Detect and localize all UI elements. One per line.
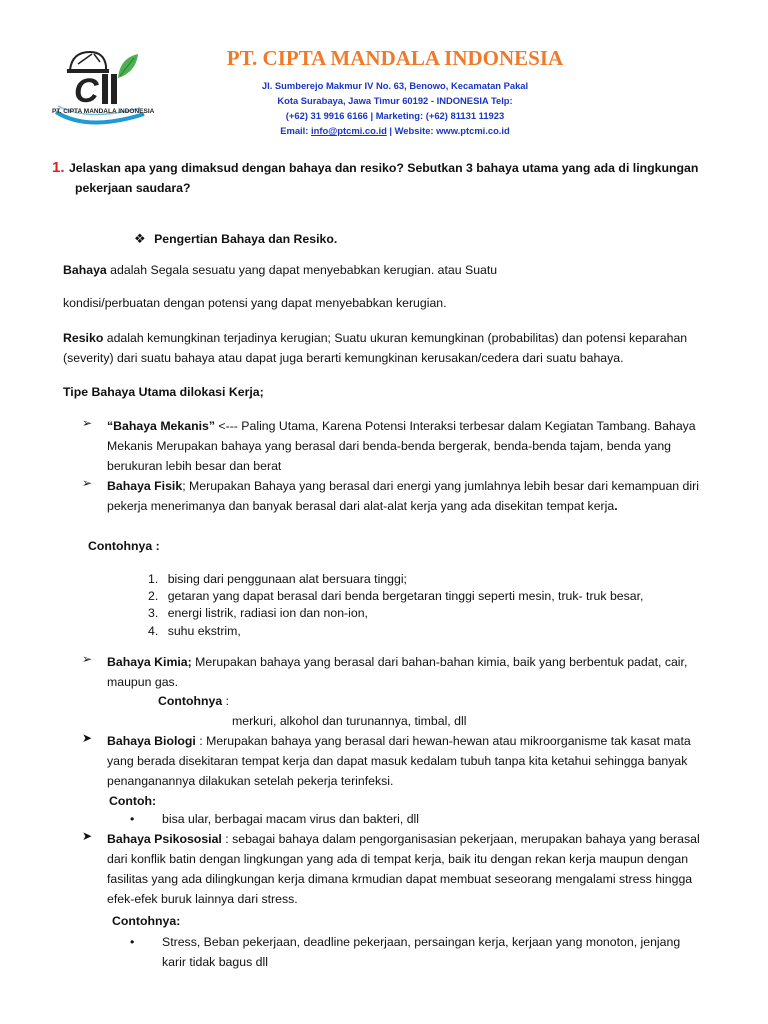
psikososial-text-3: fasilitas yang ada dilingkungan kerja dimana krmudian dapat membuat seseorang mengalami stress hingga xyxy=(107,872,693,886)
fisik-text-1: ; Merupakan Bahaya yang berasal dari energi yang jumlahnya lebih besar dari kemampuan diri xyxy=(182,479,699,493)
company-logo xyxy=(48,40,166,132)
psikososial-example-2: karir tidak bagus dll xyxy=(162,955,268,969)
address-line-3: (+62) 31 9916 6166 | Marketing: (+62) 81131 11923 xyxy=(285,110,505,121)
question-number: 1. xyxy=(52,159,65,176)
biologi-text-3: penanganannya dilakukan setelah pekerja terinfeksi. xyxy=(107,774,394,788)
fisik-line-2 xyxy=(107,496,618,516)
fisik-term: Bahaya Fisik xyxy=(107,479,183,493)
disc-bullet-icon: • xyxy=(130,935,135,949)
example-text: suhu ekstrim, xyxy=(167,624,241,638)
resiko-text-1: adalah kemungkinan terjadinya kerugian; Suatu ukuran kemungkinan (probabilitas) dan potensi keparahan xyxy=(106,331,688,345)
example-text: getaran yang dapat berasal dari benda bergetaran tinggi seperti mesin, truk- truk besar, xyxy=(167,589,644,603)
kimia-text-1: Merupakan bahaya yang berasal dari bahan-bahan kimia, baik yang berbentuk padat, cair, xyxy=(191,655,688,669)
website-text: | Website: www.ptcmi.co.id xyxy=(386,125,510,136)
arrow-bullet-icon: ➢ xyxy=(82,652,93,666)
kimia-example: merkuri, alkohol dan turunannya, timbal, dll xyxy=(232,714,467,728)
company-name: PT. CIPTA MANDALA INDONESIA xyxy=(226,46,564,70)
psikososial-example-1: Stress, Beban pekerjaan, deadline pekerjaan, persaingan kerja, kerjaan yang monoton, jenjang xyxy=(162,935,681,949)
biologi-text-2: yang berada disekitaran tempat kerja dan dapat masuk kedalam tubuh tanpa kita ketahui sehingga banyak xyxy=(107,754,688,768)
question-text-1: Jelaskan apa yang dimaksud dengan bahaya dan resiko? Sebutkan 3 bahaya utama yang ada di lingkungan xyxy=(68,161,699,175)
biologi-term: Bahaya Biologi xyxy=(107,734,196,748)
psikososial-text-4: efek-efek buruk lainnya dari stress. xyxy=(107,892,298,906)
psikososial-text-2: dari konflik batin dengan lingkungan yang ada di tempat kerja, baik itu dengan rekan kerja maupun dengan xyxy=(107,852,689,866)
bahaya-text-1: adalah Segala sesuatu yang dapat menyebabkan kerugian. atau Suatu xyxy=(110,263,498,277)
arrow-bullet-icon: ➢ xyxy=(82,476,93,490)
psikososial-line-1 xyxy=(107,829,700,849)
example-text: energi listrik, radiasi ion dan non-ion, xyxy=(167,606,368,620)
kimia-example-label xyxy=(158,691,229,711)
fisik-example-4 xyxy=(148,621,241,641)
diamond-bullet-icon: ❖ xyxy=(134,231,146,246)
example-number: 4. xyxy=(148,624,159,638)
address-line-1: Jl. Sumberejo Makmur IV No. 63, Benowo, Kecamatan Pakal xyxy=(261,80,529,91)
kimia-colon: : xyxy=(222,694,230,708)
disc-bullet-icon: • xyxy=(130,812,135,826)
biologi-example: bisa ular, berbagai macam virus dan bakteri, dll xyxy=(162,812,419,826)
example-number: 2. xyxy=(148,589,159,603)
kimia-term: Bahaya Kimia; xyxy=(107,655,192,669)
svg-text:C: C xyxy=(74,72,99,110)
mekanis-text-1: <--- Paling Utama, Karena Potensi Interaksi terbesar dalam Kegiatan Tambang. Bahaya xyxy=(218,419,696,433)
arrow-bullet-icon: ➤ xyxy=(82,829,93,843)
example-number: 1. xyxy=(148,572,159,586)
logo-caption: PT. CIPTA MANDALA INDONESIA xyxy=(52,108,155,115)
fisik-text-2: pekerja menerimanya dan banyak berasal dari alat-alat kerja yang ada disekitan tempat kerja xyxy=(107,499,615,513)
example-number: 3. xyxy=(148,606,159,620)
fisik-line-1 xyxy=(107,476,699,496)
arrow-bullet-icon: ➤ xyxy=(82,731,93,745)
resiko-definition-1 xyxy=(63,328,687,348)
psikososial-text-1: : sebagai bahaya dalam pengorganisasian pekerjaan, merupakan bahaya yang berasal xyxy=(221,832,700,846)
mekanis-text-3: berukuran lebih besar dan berat xyxy=(107,459,282,473)
resiko-term: Resiko xyxy=(63,331,104,345)
kimia-text-2: maupun gas. xyxy=(107,675,179,689)
mekanis-text-2: Mekanis Merupakan bahaya yang berasal dari benda-benda bergerak, benda-benda tajam, benda yang xyxy=(107,439,671,453)
kimia-contohnya: Contohnya xyxy=(158,694,223,708)
biologi-example-label: Contoh: xyxy=(109,794,157,808)
mekanis-line-1 xyxy=(107,416,696,436)
contact-line xyxy=(255,123,535,139)
fisik-example-3 xyxy=(148,603,368,623)
section-heading xyxy=(134,229,337,249)
logo-graphic xyxy=(48,40,166,132)
tipe-heading: Tipe Bahaya Utama dilokasi Kerja; xyxy=(63,385,264,399)
arrow-bullet-icon: ➢ xyxy=(82,416,93,430)
biologi-line-1 xyxy=(107,731,691,751)
section-heading-text: Pengertian Bahaya dan Resiko. xyxy=(154,232,338,246)
resiko-text-2: (severity) dari suatu bahaya atau dapat juga berarti kemungkinan kerusakan/cedera dari suatu bahaya. xyxy=(63,351,624,365)
psikososial-example-label: Contohnya: xyxy=(112,914,181,928)
fisik-contohnya-label: Contohnya : xyxy=(88,539,160,553)
biologi-text-1: : Merupakan bahaya yang berasal dari hewan-hewan atau mikroorganisme tak kasat mata xyxy=(195,734,691,748)
address-line-2: Kota Surabaya, Jawa Timur 60192 - INDONESIA Telp: xyxy=(277,95,513,106)
mekanis-term: “Bahaya Mekanis” xyxy=(107,419,215,433)
question-line-1 xyxy=(52,158,698,178)
kimia-line-1 xyxy=(107,652,687,672)
email-label: Email: xyxy=(280,125,311,136)
question-text-2: pekerjaan saudara? xyxy=(75,181,191,195)
fisik-text-2-end: . xyxy=(614,499,618,513)
psikososial-term: Bahaya Psikososial xyxy=(107,832,222,846)
email-link[interactable]: info@ptcmi.co.id xyxy=(310,125,387,136)
bahaya-text-2: kondisi/perbuatan dengan potensi yang dapat menyebabkan kerugian. xyxy=(63,296,447,310)
bahaya-definition-1 xyxy=(63,260,497,280)
bahaya-term: Bahaya xyxy=(63,263,107,277)
example-text: bising dari penggunaan alat bersuara tinggi; xyxy=(167,572,407,586)
